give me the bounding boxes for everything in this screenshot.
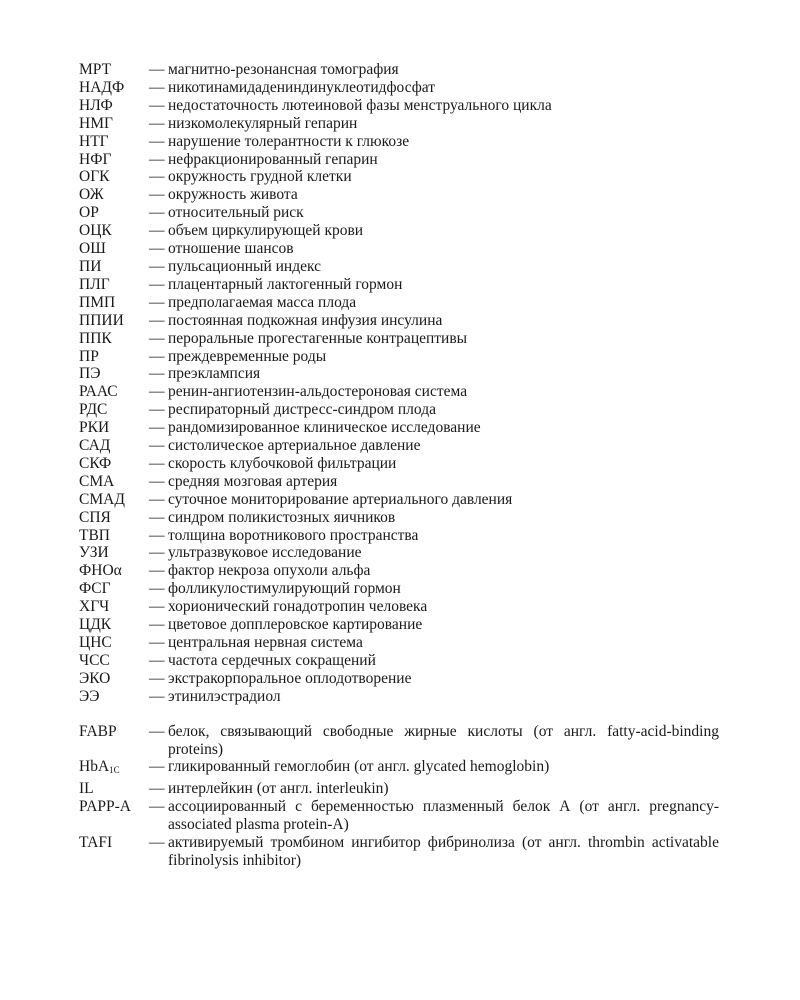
abbreviation-row: [79, 383, 719, 401]
separator-dash: —: [149, 383, 165, 401]
abbreviation-definition: хорионический гонадотропин человека: [168, 598, 428, 616]
abbreviation-definition: недостаточность лютеиновой фазы менструального цикла: [168, 96, 552, 114]
abbreviation-definition: пероральные прогестагенные контрацептивы: [168, 329, 468, 347]
abbreviation-definition: никотинамидадениндинуклеотидфосфат: [168, 78, 436, 96]
abbreviation-definition: предполагаемая масса плода: [168, 293, 357, 311]
separator-dash: —: [149, 472, 165, 490]
abbreviation-row: [79, 365, 719, 383]
separator-dash: —: [149, 61, 165, 78]
abbreviation-row: [79, 240, 719, 258]
abbreviation-term: СМАД: [79, 490, 125, 508]
abbreviation-definition: центральная нервная система: [168, 634, 363, 651]
separator-dash: —: [149, 204, 165, 222]
abbreviation-definition: этинилэстрадиол: [168, 687, 281, 705]
abbreviation-definition: активируемый тромбином ингибитор фибринолиза (от англ. thrombin activatable fibrinolysis inhibitor): [168, 834, 719, 869]
abbreviation-row: [79, 204, 719, 222]
abbreviation-term: РААС: [79, 383, 118, 401]
abbreviation-row: [79, 598, 719, 616]
abbreviation-row: [79, 491, 719, 509]
abbreviation-row: [79, 61, 719, 79]
abbreviation-term: ОР: [79, 204, 99, 222]
separator-dash: —: [149, 544, 165, 562]
abbreviation-term: ПР: [79, 347, 99, 365]
abbreviation-term: ППИИ: [79, 311, 124, 329]
abbreviation-row: [79, 79, 719, 97]
separator-dash: —: [149, 598, 165, 616]
separator-dash: —: [149, 780, 165, 798]
abbreviation-row: [79, 186, 719, 204]
abbreviation-definition: окружность грудной клетки: [168, 168, 352, 186]
abbreviation-row: [79, 670, 719, 688]
separator-dash: —: [149, 490, 165, 508]
abbreviation-term: PAPP-A: [79, 798, 131, 816]
separator-dash: —: [149, 114, 165, 132]
abbreviation-row: [79, 798, 719, 834]
abbreviation-row: [79, 222, 719, 240]
abbreviation-definition: относительный риск: [168, 204, 304, 222]
abbreviation-row: [79, 437, 719, 455]
abbreviation-term: СКФ: [79, 454, 112, 472]
abbreviation-term: ОГК: [79, 168, 110, 186]
separator-dash: —: [149, 132, 165, 150]
abbreviation-definition: цветовое допплеровское картирование: [168, 616, 423, 634]
abbreviation-definition: синдром поликистозных яичников: [168, 508, 396, 526]
abbreviation-definition: скорость клубочковой фильтрации: [168, 454, 397, 472]
abbreviation-row: [79, 97, 719, 115]
abbreviation-definition: респираторный дистресс-синдром плода: [168, 401, 436, 419]
abbreviation-definition: ультразвуковое исследование: [168, 544, 362, 562]
abbreviation-term: ЭЭ: [79, 687, 100, 705]
separator-dash: —: [149, 257, 165, 275]
abbreviation-definition: преэклампсия: [168, 365, 261, 383]
separator-dash: —: [149, 634, 165, 651]
abbreviation-definition: нарушение толерантности к глюкозе: [168, 132, 410, 150]
separator-dash: —: [149, 401, 165, 419]
separator-dash: —: [149, 616, 165, 634]
abbreviation-term: НАДФ: [79, 78, 125, 96]
separator-dash: —: [149, 240, 165, 258]
abbreviation-term: НТГ: [79, 132, 109, 150]
abbreviation-row: [79, 758, 719, 780]
abbreviation-term: СПЯ: [79, 508, 111, 526]
abbreviation-row: [79, 276, 719, 294]
separator-dash: —: [149, 222, 165, 240]
separator-dash: —: [149, 454, 165, 472]
abbreviation-definition: средняя мозговая артерия: [168, 472, 338, 490]
abbreviation-definition: ассоциированный с беременностью плазменный белок А (от англ. pregnancy-associated plasma protein-A): [168, 798, 719, 834]
separator-dash: —: [149, 834, 165, 852]
abbreviation-definition: интерлейкин (от англ. interleukin): [168, 780, 389, 798]
separator-dash: —: [149, 275, 165, 293]
separator-dash: —: [149, 150, 165, 168]
abbreviation-term: ПЭ: [79, 365, 101, 383]
separator-dash: —: [149, 508, 165, 526]
abbreviation-term: НЛФ: [79, 96, 113, 114]
separator-dash: —: [149, 347, 165, 365]
abbreviation-row: [79, 834, 719, 870]
abbreviation-definition: белок, связывающий свободные жирные кислоты (от англ. fatty-acid-binding proteins): [168, 722, 719, 758]
abbreviation-term: РДС: [79, 401, 108, 419]
abbreviation-definition: толщина воротникового пространства: [168, 526, 419, 544]
abbreviation-term: СМА: [79, 472, 115, 490]
abbreviation-term: НМГ: [79, 114, 113, 132]
abbreviation-term: РКИ: [79, 419, 110, 437]
abbreviation-term: ЦДК: [79, 616, 112, 634]
abbreviation-term: ПЛГ: [79, 275, 110, 293]
abbreviation-row: [79, 562, 719, 580]
abbreviation-row: [79, 652, 719, 670]
abbreviation-term: ФНОα: [79, 562, 122, 580]
abbreviation-row: [79, 133, 719, 151]
abbreviation-term-subscript: 1C: [109, 765, 120, 776]
abbreviation-term: САД: [79, 437, 111, 455]
abbreviation-definition: преждевременные роды: [168, 347, 327, 365]
abbreviation-term: ЦНС: [79, 634, 112, 651]
separator-dash: —: [149, 365, 165, 383]
abbreviation-definition: низкомолекулярный гепарин: [168, 114, 358, 132]
abbreviation-term: IL: [79, 780, 94, 798]
abbreviation-row: [79, 634, 719, 652]
separator-dash: —: [149, 78, 165, 96]
abbreviation-row: [79, 473, 719, 491]
separator-dash: —: [149, 687, 165, 705]
section-spacer: [79, 706, 719, 723]
abbreviation-row: [79, 348, 719, 366]
abbreviation-definition: гликированный гемоглобин (от англ. glycated hemoglobin): [168, 758, 550, 776]
abbreviation-term: МРТ: [79, 61, 112, 78]
abbreviation-definition: нефракционированный гепарин: [168, 150, 378, 168]
separator-dash: —: [149, 311, 165, 329]
abbreviation-definition: пульсационный индекс: [168, 257, 322, 275]
abbreviation-term: УЗИ: [79, 544, 109, 562]
abbreviation-definition: окружность живота: [168, 186, 298, 204]
separator-dash: —: [149, 651, 165, 669]
abbreviation-definition: постоянная подкожная инфузия инсулина: [168, 311, 443, 329]
abbreviation-term: ТВП: [79, 526, 110, 544]
abbreviation-row: [79, 419, 719, 437]
abbreviation-row: [79, 115, 719, 133]
abbreviation-term: TAFI: [79, 834, 113, 852]
separator-dash: —: [149, 562, 165, 580]
separator-dash: —: [149, 722, 165, 740]
separator-dash: —: [149, 293, 165, 311]
abbreviation-row: [79, 616, 719, 634]
abbreviation-row: [79, 258, 719, 276]
russian-abbreviation-list: [79, 61, 719, 706]
abbreviation-row: [79, 455, 719, 473]
separator-dash: —: [149, 580, 165, 598]
abbreviation-term: ППК: [79, 329, 112, 347]
abbreviation-definition: рандомизированное клиническое исследование: [168, 419, 481, 437]
abbreviation-definition: магнитно-резонансная томография: [168, 61, 399, 78]
abbreviation-term: НФГ: [79, 150, 112, 168]
abbreviation-row: [79, 580, 719, 598]
latin-abbreviation-list: [79, 723, 719, 870]
abbreviation-term: ОШ: [79, 240, 106, 258]
abbreviation-definition: экстракорпоральное оплодотворение: [168, 669, 412, 687]
abbreviation-definition: частота сердечных сокращений: [168, 651, 376, 669]
abbreviation-definition: ренин-ангиотензин-альдостероновая система: [168, 383, 468, 401]
abbreviation-term: ОЖ: [79, 186, 104, 204]
separator-dash: —: [149, 419, 165, 437]
separator-dash: —: [149, 437, 165, 455]
separator-dash: —: [149, 526, 165, 544]
abbreviation-row: [79, 151, 719, 169]
abbreviation-definition: фолликулостимулирующий гормон: [168, 580, 401, 598]
abbreviation-term: [79, 758, 149, 780]
separator-dash: —: [149, 186, 165, 204]
abbreviation-term-base: HbA: [79, 758, 110, 776]
abbreviation-row: [79, 401, 719, 419]
abbreviation-row: [79, 723, 719, 759]
separator-dash: —: [149, 798, 165, 816]
abbreviation-term: ХГЧ: [79, 598, 110, 616]
abbreviation-page: [79, 61, 719, 870]
abbreviation-term: ФСГ: [79, 580, 111, 598]
abbreviation-term: ПИ: [79, 257, 102, 275]
abbreviation-definition: плацентарный лактогенный гормон: [168, 275, 403, 293]
separator-dash: —: [149, 329, 165, 347]
abbreviation-definition: систолическое артериальное давление: [168, 437, 421, 455]
separator-dash: —: [149, 669, 165, 687]
abbreviation-term: ПМП: [79, 293, 116, 311]
abbreviation-row: [79, 688, 719, 706]
abbreviation-row: [79, 544, 719, 562]
separator-dash: —: [149, 168, 165, 186]
abbreviation-row: [79, 527, 719, 545]
abbreviation-term: ЧСС: [79, 651, 110, 669]
abbreviation-row: [79, 780, 719, 798]
abbreviation-definition: суточное мониторирование артериального давления: [168, 490, 513, 508]
abbreviation-term: FABP: [79, 722, 117, 740]
abbreviation-row: [79, 312, 719, 330]
abbreviation-definition: объем циркулирующей крови: [168, 222, 364, 240]
abbreviation-term: ЭКО: [79, 669, 111, 687]
abbreviation-term: ОЦК: [79, 222, 112, 240]
abbreviation-definition: отношение шансов: [168, 240, 294, 258]
abbreviation-row: [79, 330, 719, 348]
separator-dash: —: [149, 96, 165, 114]
separator-dash: —: [149, 758, 165, 776]
abbreviation-row: [79, 294, 719, 312]
abbreviation-row: [79, 168, 719, 186]
abbreviation-row: [79, 509, 719, 527]
abbreviation-definition: фактор некроза опухоли альфа: [168, 562, 371, 580]
